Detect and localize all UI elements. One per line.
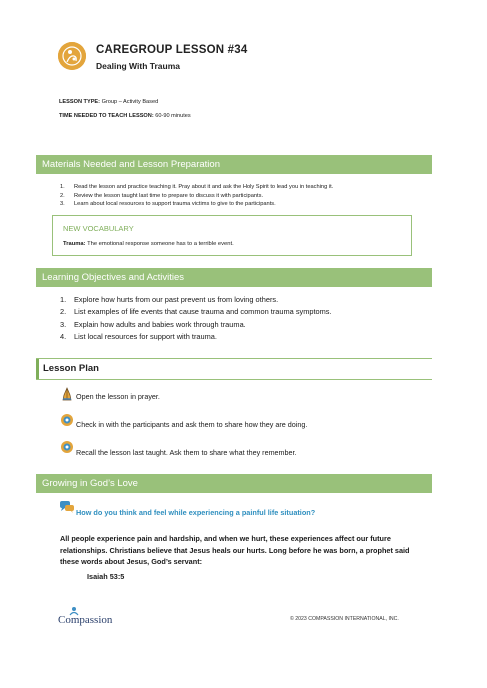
growing-paragraph: All people experience pain and hardship, and when we hurt, these experiences affect our future relationships. Christians believe that Jesus heals our hurts. Long before he was born, a prophet said these words about Jesus, God’s servant: xyxy=(60,534,410,567)
objectives-heading: Learning Objectives and Activities xyxy=(36,268,432,287)
list-item: 3. Learn about local resources to support trauma victims to give to the participants. xyxy=(60,201,276,208)
brand-wordmark: Compassion xyxy=(58,614,113,626)
scripture-reference: Isaiah 53:5 xyxy=(87,572,125,581)
list-item: 2. List examples of life events that cause trauma and common trauma symptoms. xyxy=(60,307,332,317)
list-item: 3. Explain how adults and babies work through trauma. xyxy=(60,319,246,329)
time-needed-value: 60-90 minutes xyxy=(155,113,191,119)
lesson-plan-header xyxy=(36,358,432,380)
vocabulary-definition xyxy=(63,241,234,247)
gear-people-icon xyxy=(60,440,74,454)
time-needed-label: TIME NEEDED TO TEACH LESSON: xyxy=(59,113,154,119)
lesson-type-label: LESSON TYPE: xyxy=(59,99,101,105)
lesson-step-3: Recall the lesson last taught. Ask them to share what they remember. xyxy=(76,448,297,457)
list-item: 4. List local resources for support with trauma. xyxy=(60,332,217,342)
vocabulary-term: Trauma: xyxy=(63,241,86,247)
vocabulary-box xyxy=(52,215,412,256)
lesson-title: CAREGROUP LESSON #34 xyxy=(96,44,248,56)
lesson-subtitle: Dealing With Trauma xyxy=(96,61,180,71)
gear-people-icon xyxy=(60,413,74,427)
objectives-list xyxy=(60,294,430,344)
caregroup-logo-icon xyxy=(58,42,86,70)
lesson-plan-heading: Lesson Plan xyxy=(43,363,99,374)
lesson-step-2: Check in with the participants and ask them to share how they are doing. xyxy=(76,420,308,429)
growing-heading: Growing in God’s Love xyxy=(36,474,432,493)
compassion-logo xyxy=(56,606,126,626)
list-item: 1. Explore how hurts from our past prevent us from loving others. xyxy=(60,295,279,304)
lesson-type-line xyxy=(59,99,158,105)
vocabulary-text: The emotional response someone has to a terrible event. xyxy=(87,241,234,247)
list-item: 1. Read the lesson and practice teaching it. Pray about it and ask the Holy Spirit to lead you in teaching it. xyxy=(60,184,334,190)
discussion-question: How do you think and feel while experiencing a painful life situation? xyxy=(76,508,316,517)
time-needed-line xyxy=(59,113,191,119)
lesson-plan-bar xyxy=(36,359,39,379)
speech-bubbles-icon xyxy=(59,500,75,514)
copyright-text: © 2023 COMPASSION INTERNATIONAL, INC. xyxy=(290,616,399,622)
materials-list xyxy=(60,183,430,209)
lesson-step-1: Open the lesson in prayer. xyxy=(76,392,160,401)
vocabulary-heading: NEW VOCABULARY xyxy=(63,224,134,233)
materials-heading: Materials Needed and Lesson Preparation xyxy=(36,155,432,174)
list-item: 2. Review the lesson taught last time to prepare to discuss it with participants. xyxy=(60,192,264,199)
lesson-type-value: Group – Activity Based xyxy=(101,99,159,105)
praying-hands-icon xyxy=(60,387,74,401)
